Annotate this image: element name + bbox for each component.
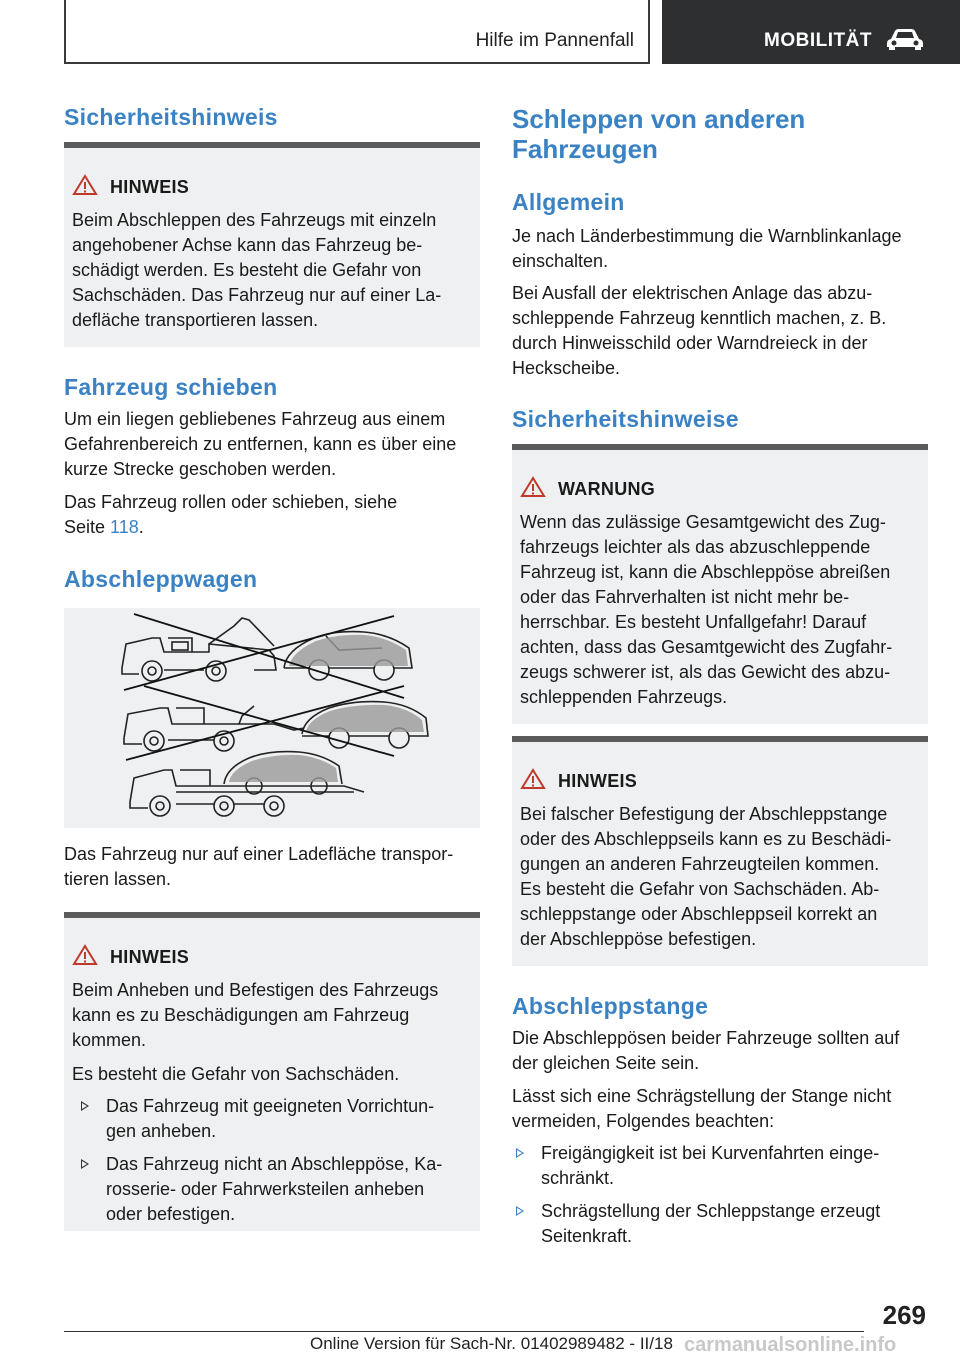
online-version-text: Online Version für Sach-Nr. 01402989482 - II/18 (310, 1334, 673, 1353)
warning-triangle-icon (72, 174, 98, 196)
bullet-marker-icon (81, 1101, 89, 1111)
allgemein-paragraph-1: Je nach Länderbestimmung die Warnblinkanlage einschalten. (512, 226, 902, 271)
chapter-title: Hilfe im Pannenfall (475, 30, 634, 51)
heading-fahrzeug-schieben: Fahrzeug schieben (64, 374, 278, 400)
stange-paragraph-2: Lässt sich eine Schrägstellung der Stange nicht vermeiden, Folgendes beachten: (512, 1086, 892, 1131)
heading-abschleppstange: Abschleppstange (512, 993, 709, 1019)
list-item: Das Fahrzeug mit geeigneten Vorrichtun‐ gen anheben. (106, 1096, 435, 1141)
heading-abschleppwagen: Abschleppwagen (64, 566, 258, 592)
note-label: HINWEIS (558, 771, 638, 791)
stange-paragraph-1: Die Abschleppösen beider Fahrzeuge sollten auf der gleichen Seite sein. (512, 1028, 900, 1073)
allgemein-paragraph-2: Bei Ausfall der elektrischen Anlage das abzu‐ schleppende Fahrzeug kenntlich machen, z. B. durch Hinweisschild oder Warndreieck in der Heckscheibe. (512, 283, 887, 378)
car-icon (885, 28, 925, 50)
header-chapter-box (64, 0, 650, 64)
warning-triangle-icon (520, 476, 546, 498)
note-text: Beim Anheben und Befestigen des Fahrzeugs kann es zu Beschädigungen am Fahrzeug kommen. (72, 980, 439, 1050)
note-box-3 (512, 736, 928, 966)
heading-sicherheitshinweis: Sicherheitshinweis (64, 104, 278, 130)
note-text: Beim Abschleppen des Fahrzeugs mit einzeln angehobener Achse kann das Fahrzeug be‐ schädigt werden. Es besteht die Gefahr von Sachschäden. Das Fahrzeug nur auf einer La‐ defläche transportieren lassen. (72, 210, 442, 330)
bullet-marker-icon (516, 1148, 524, 1158)
title-schleppen: Schleppen von anderen Fahrzeugen (512, 104, 806, 164)
tow-truck-diagram (64, 608, 480, 828)
page-link[interactable]: 118 (110, 517, 139, 537)
page-number: 269 (882, 1300, 926, 1330)
bullet-marker-icon (516, 1206, 524, 1216)
warning-triangle-icon (72, 944, 98, 966)
warning-text: Wenn das zulässige Gesamtgewicht des Zug‐ fahrzeugs leichter als das abzuschleppende Fahrzeug ist, kann die Abschleppöse abreißen oder das Fahrverhalten ist nicht mehr be‐ herrschbar. Es besteht Unfallgefahr! Darauf achten, dass das Gesamtgewicht des Zugfahr‐ zeugs schwerer ist, als das Gewicht des abzu‐ schleppenden Fahrzeugs. (520, 512, 893, 707)
note-box-2 (64, 912, 480, 1231)
push-paragraph: Um ein liegen gebliebenes Fahrzeug aus einem Gefahrenbereich zu entfernen, kann es über eine kurze Strecke geschoben werden. (64, 409, 457, 479)
header-section-tab (662, 0, 960, 64)
note-text-2: Es besteht die Gefahr von Sachschäden. (72, 1064, 400, 1084)
push-reference: Das Fahrzeug rollen oder schieben, siehe Seite 118. (64, 492, 398, 537)
warning-box (512, 444, 928, 724)
warning-label: WARNUNG (558, 479, 656, 499)
heading-sicherheitshinweise: Sicherheitshinweise (512, 406, 739, 432)
note-box-1 (64, 142, 480, 347)
heading-allgemein: Allgemein (512, 189, 625, 215)
list-item: Schrägstellung der Schleppstange erzeugt Seitenkraft. (541, 1201, 881, 1246)
bullet-marker-icon (81, 1159, 89, 1169)
note-label: HINWEIS (110, 947, 190, 967)
section-title: MOBILITÄT (764, 30, 872, 51)
note-text: Bei falscher Befestigung der Abschleppstange oder des Abschleppseils kann es zu Beschädi‐ gungen an anderen Fahrzeugteilen kommen. Es besteht die Gefahr von Sachschäden. Ab‐ schleppstange oder Abschleppseil korrekt an der Abschleppöse befestigen. (520, 804, 892, 949)
note-label: HINWEIS (110, 177, 190, 197)
towing-illustration (64, 608, 480, 828)
footer-divider (64, 1331, 864, 1332)
watermark: carmanualsonline.info (684, 1334, 897, 1356)
figure-caption: Das Fahrzeug nur auf einer Ladefläche transpor‐ tieren lassen. (64, 844, 454, 889)
warning-triangle-icon (520, 768, 546, 790)
list-item: Freigängigkeit ist bei Kurvenfahrten einge‐ schränkt. (541, 1143, 880, 1188)
list-item: Das Fahrzeug nicht an Abschleppöse, Ka‐ rosserie- oder Fahrwerksteilen anheben oder befestigen. (106, 1154, 443, 1224)
